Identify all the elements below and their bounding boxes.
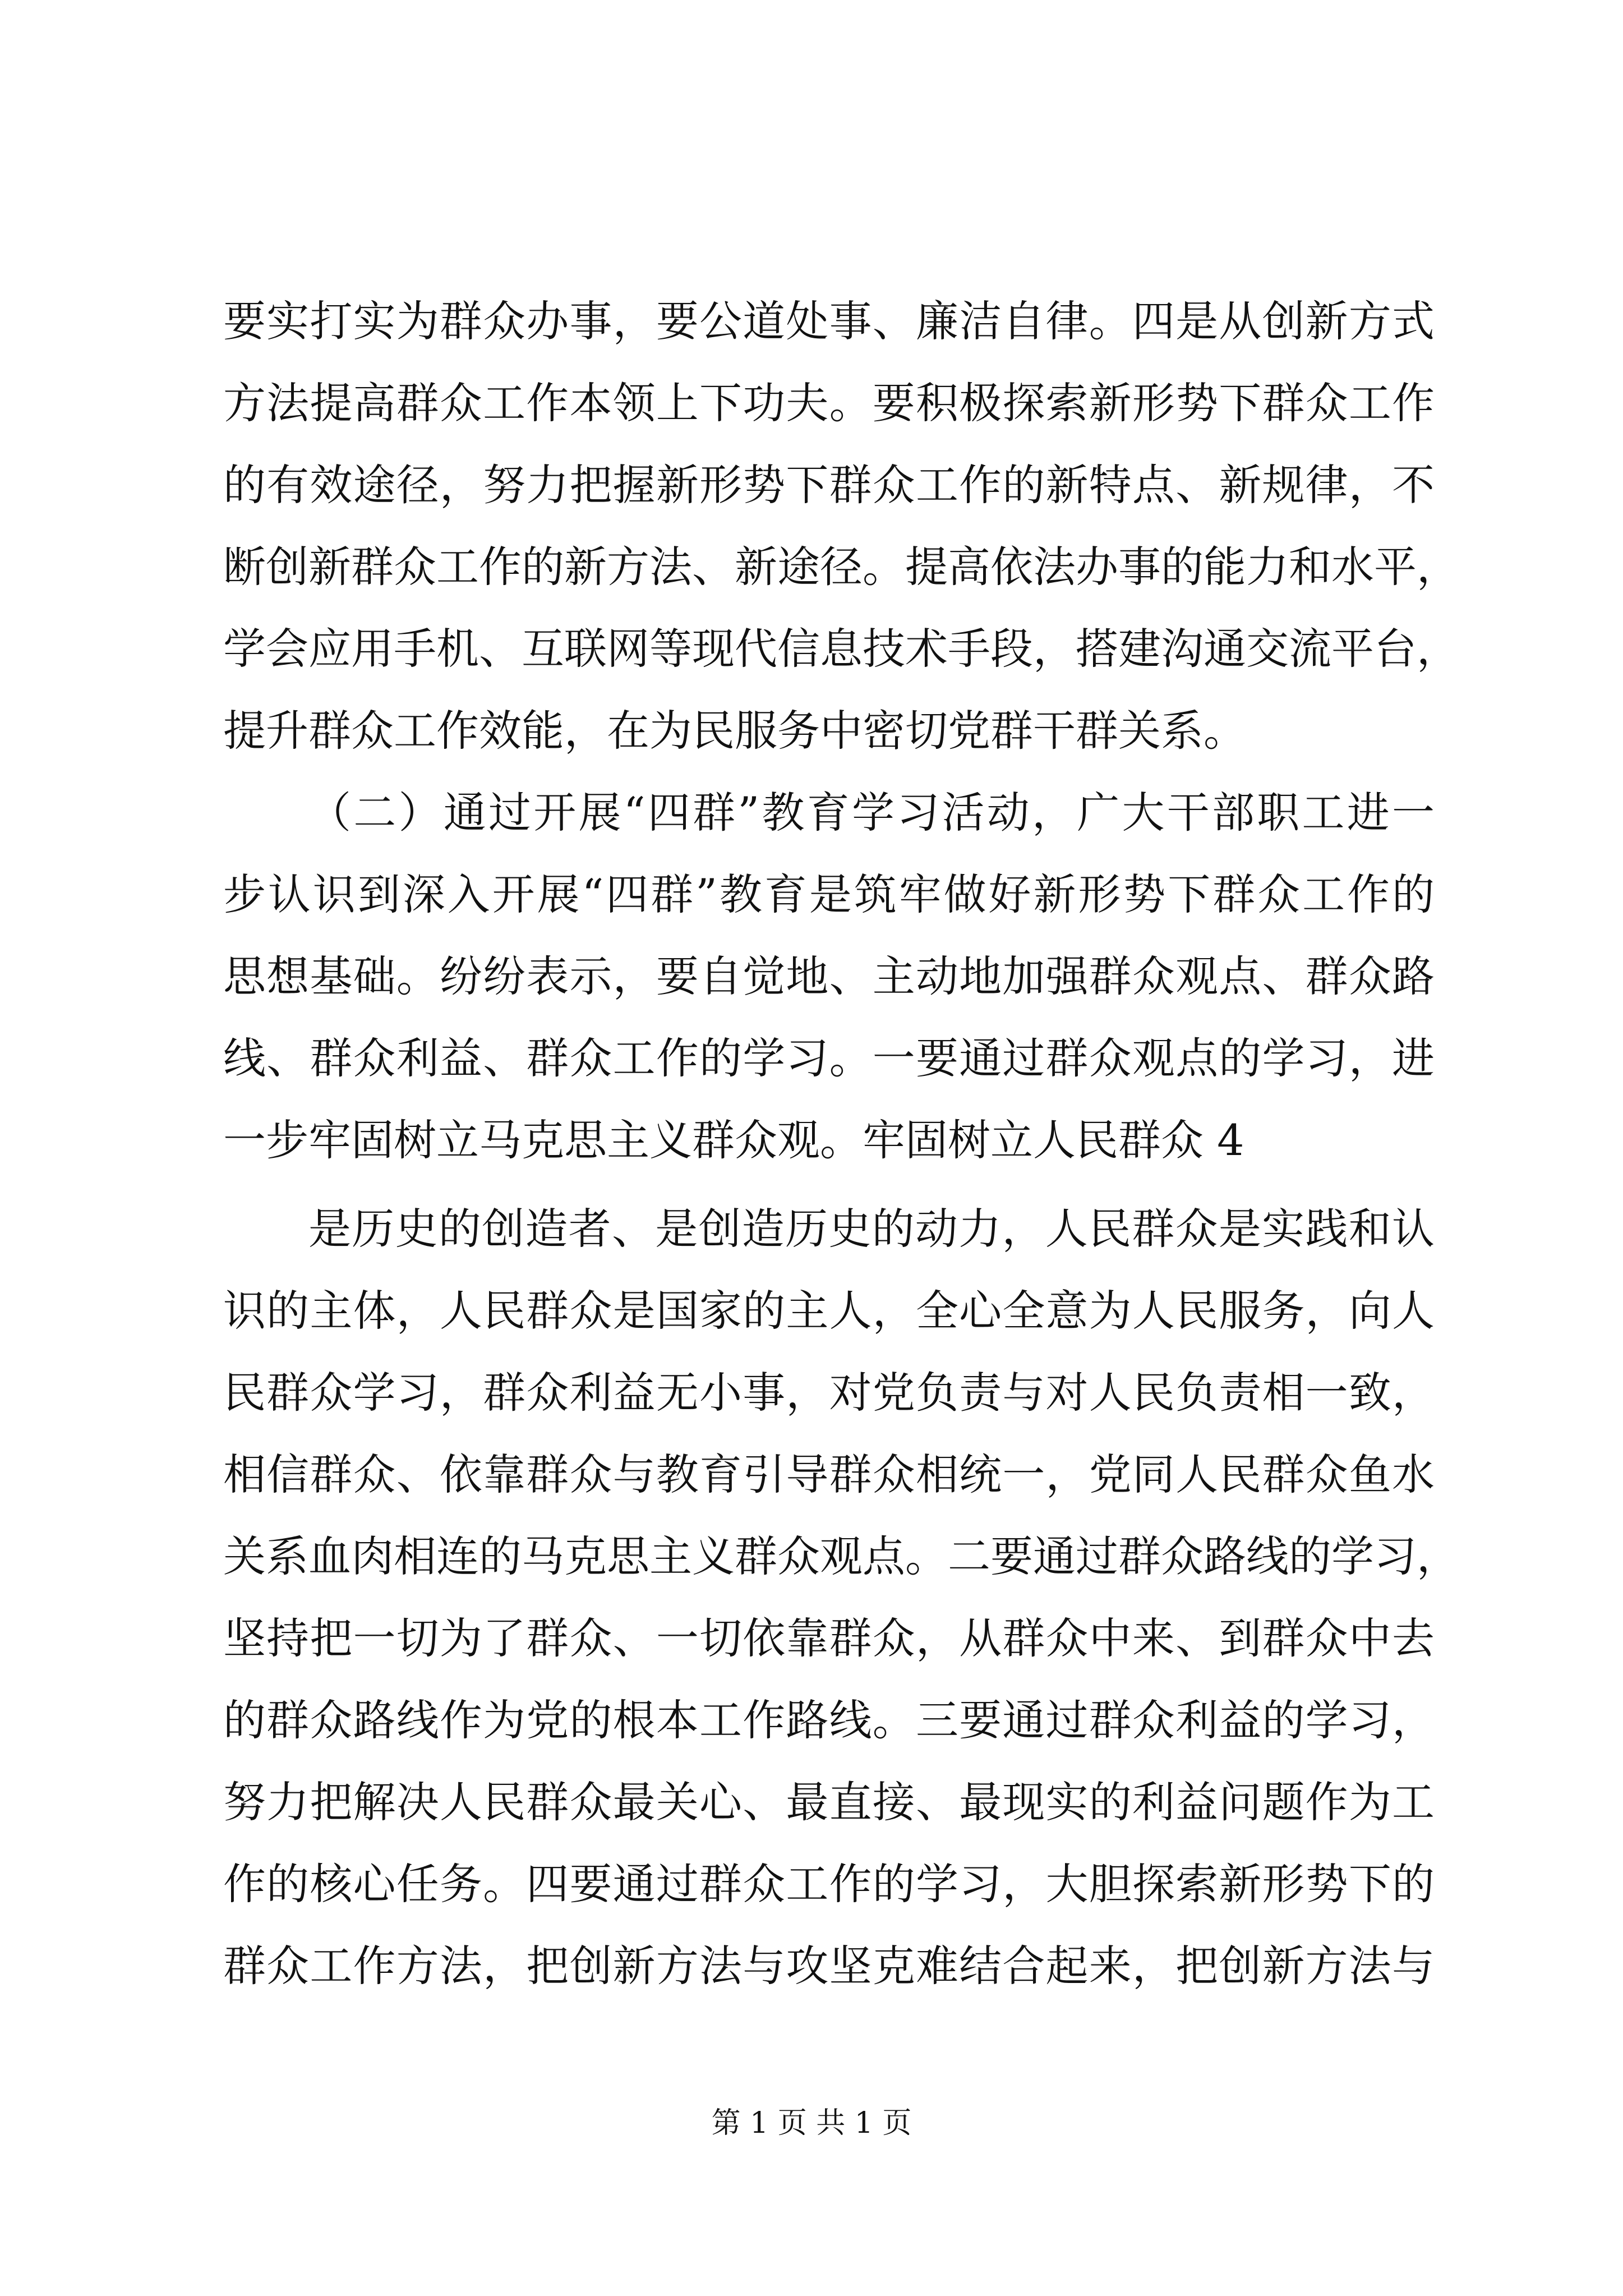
text-line: 群众工作方法，把创新方法与攻坚克难结合起来，把创新方法与 xyxy=(223,1941,1435,1991)
text-line: 的群众路线作为党的根本工作路线。三要通过群众利益的学习， xyxy=(223,1695,1435,1745)
text-line: 线、群众利益、群众工作的学习。一要通过群众观点的学习，进 xyxy=(223,1033,1435,1083)
text-line: 作的核心任务。四要通过群众工作的学习，大胆探索新形势下的 xyxy=(223,1859,1435,1909)
text-line: 学会应用手机、互联网等现代信息技术手段，搭建沟通交流平台， xyxy=(223,624,1459,674)
document-body xyxy=(223,280,1459,2007)
text-line: 断创新群众工作的新方法、新途径。提高依法办事的能力和水平， xyxy=(223,542,1459,592)
text-line: 关系血肉相连的马克思主义群众观点。二要通过群众路线的学习， xyxy=(223,1531,1459,1581)
text-line: 民群众学习，群众利益无小事，对党负责与对人民负责相一致， xyxy=(223,1368,1435,1418)
text-line: 相信群众、依靠群众与教育引导群众相统一，党同人民群众鱼水 xyxy=(223,1450,1435,1499)
text-line: 方法提高群众工作本领上下功夫。要积极探索新形势下群众工作 xyxy=(223,378,1435,428)
paragraph-start-line: （二）通过开展“四群”教育学习活动，广大干部职工进一 xyxy=(308,788,1435,838)
text-line: 要实打实为群众办事，要公道处事、廉洁自律。四是从创新方式 xyxy=(223,296,1435,346)
text-line: 努力把解决人民群众最关心、最直接、最现实的利益问题作为工 xyxy=(223,1777,1435,1827)
text-line: 步认识到深入开展“四群”教育是筑牢做好新形势下群众工作的 xyxy=(223,869,1435,919)
text-line: 坚持把一切为了群众、一切依靠群众，从群众中来、到群众中去 xyxy=(223,1613,1435,1663)
text-line: 提升群众工作效能，在为民服务中密切党群干群关系。 xyxy=(223,706,1246,756)
text-line: 一步牢固树立马克思主义群众观。牢固树立人民群众 4 xyxy=(223,1115,1244,1165)
paragraph-start-line: 是历史的创造者、是创造历史的动力，人民群众是实践和认 xyxy=(308,1204,1435,1254)
text-line: 识的主体，人民群众是国家的主人，全心全意为人民服务，向人 xyxy=(223,1286,1435,1336)
page-number: 第 1 页 共 1 页 xyxy=(711,2106,912,2140)
page-footer xyxy=(0,2101,1623,2146)
text-line: 的有效途径，努力把握新形势下群众工作的新特点、新规律，不 xyxy=(223,460,1435,510)
text-line: 思想基础。纷纷表示，要自觉地、主动地加强群众观点、群众路 xyxy=(223,951,1435,1001)
